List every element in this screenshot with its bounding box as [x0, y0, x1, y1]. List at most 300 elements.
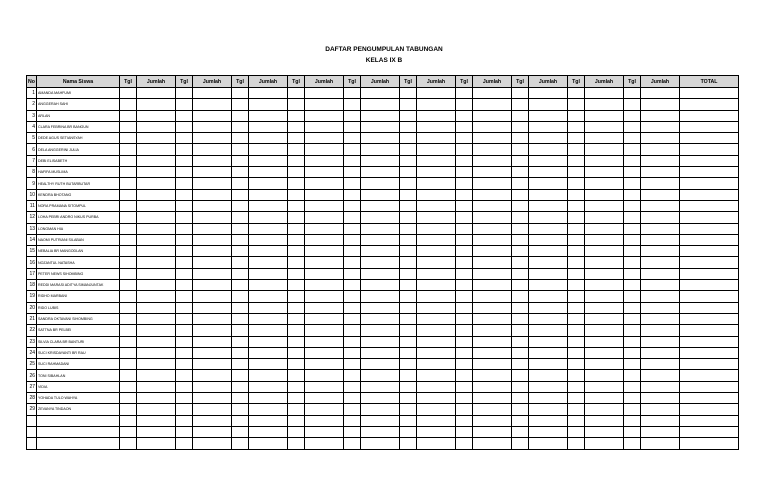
- amount-cell[interactable]: [305, 189, 344, 200]
- date-cell[interactable]: [624, 234, 641, 245]
- amount-cell[interactable]: [137, 268, 176, 279]
- date-cell[interactable]: [232, 99, 249, 110]
- amount-cell[interactable]: [473, 200, 512, 211]
- date-cell[interactable]: [232, 144, 249, 155]
- date-cell[interactable]: [456, 404, 473, 415]
- amount-cell[interactable]: [417, 144, 456, 155]
- date-cell[interactable]: [288, 167, 305, 178]
- date-cell[interactable]: [512, 200, 529, 211]
- date-cell[interactable]: [344, 234, 361, 245]
- amount-cell[interactable]: [585, 280, 624, 291]
- amount-cell[interactable]: [585, 155, 624, 166]
- date-cell[interactable]: [288, 336, 305, 347]
- date-cell[interactable]: [512, 234, 529, 245]
- date-cell[interactable]: [456, 189, 473, 200]
- amount-cell[interactable]: [249, 212, 288, 223]
- date-cell[interactable]: [400, 223, 417, 234]
- date-cell[interactable]: [120, 167, 137, 178]
- date-cell[interactable]: [456, 133, 473, 144]
- date-cell[interactable]: [120, 110, 137, 121]
- amount-cell[interactable]: [305, 291, 344, 302]
- date-cell[interactable]: [400, 189, 417, 200]
- date-cell[interactable]: [512, 223, 529, 234]
- date-cell[interactable]: [624, 426, 641, 437]
- total-cell[interactable]: [680, 415, 739, 426]
- date-cell[interactable]: [512, 426, 529, 437]
- date-cell[interactable]: [400, 99, 417, 110]
- date-cell[interactable]: [568, 110, 585, 121]
- date-cell[interactable]: [568, 133, 585, 144]
- date-cell[interactable]: [176, 336, 193, 347]
- date-cell[interactable]: [232, 110, 249, 121]
- date-cell[interactable]: [456, 88, 473, 99]
- date-cell[interactable]: [512, 370, 529, 381]
- amount-cell[interactable]: [473, 167, 512, 178]
- date-cell[interactable]: [176, 302, 193, 313]
- amount-cell[interactable]: [193, 121, 232, 132]
- date-cell[interactable]: [176, 88, 193, 99]
- amount-cell[interactable]: [529, 133, 568, 144]
- amount-cell[interactable]: [473, 144, 512, 155]
- date-cell[interactable]: [456, 257, 473, 268]
- date-cell[interactable]: [344, 189, 361, 200]
- date-cell[interactable]: [456, 370, 473, 381]
- date-cell[interactable]: [400, 178, 417, 189]
- amount-cell[interactable]: [473, 223, 512, 234]
- amount-cell[interactable]: [249, 223, 288, 234]
- date-cell[interactable]: [288, 189, 305, 200]
- amount-cell[interactable]: [473, 404, 512, 415]
- amount-cell[interactable]: [585, 347, 624, 358]
- date-cell[interactable]: [512, 336, 529, 347]
- amount-cell[interactable]: [305, 133, 344, 144]
- amount-cell[interactable]: [641, 99, 680, 110]
- total-cell[interactable]: [680, 313, 739, 324]
- date-cell[interactable]: [120, 234, 137, 245]
- date-cell[interactable]: [400, 302, 417, 313]
- amount-cell[interactable]: [193, 291, 232, 302]
- date-cell[interactable]: [624, 370, 641, 381]
- date-cell[interactable]: [400, 268, 417, 279]
- total-cell[interactable]: [680, 88, 739, 99]
- amount-cell[interactable]: [641, 347, 680, 358]
- total-cell[interactable]: [680, 257, 739, 268]
- date-cell[interactable]: [624, 438, 641, 449]
- date-cell[interactable]: [176, 257, 193, 268]
- date-cell[interactable]: [624, 302, 641, 313]
- date-cell[interactable]: [512, 291, 529, 302]
- amount-cell[interactable]: [641, 313, 680, 324]
- date-cell[interactable]: [624, 336, 641, 347]
- amount-cell[interactable]: [137, 178, 176, 189]
- date-cell[interactable]: [344, 325, 361, 336]
- date-cell[interactable]: [232, 189, 249, 200]
- amount-cell[interactable]: [305, 110, 344, 121]
- amount-cell[interactable]: [585, 133, 624, 144]
- amount-cell[interactable]: [361, 212, 400, 223]
- date-cell[interactable]: [624, 133, 641, 144]
- amount-cell[interactable]: [585, 381, 624, 392]
- amount-cell[interactable]: [641, 268, 680, 279]
- amount-cell[interactable]: [585, 313, 624, 324]
- amount-cell[interactable]: [585, 212, 624, 223]
- date-cell[interactable]: [232, 381, 249, 392]
- date-cell[interactable]: [120, 370, 137, 381]
- date-cell[interactable]: [120, 438, 137, 449]
- amount-cell[interactable]: [137, 167, 176, 178]
- amount-cell[interactable]: [193, 370, 232, 381]
- amount-cell[interactable]: [585, 302, 624, 313]
- date-cell[interactable]: [568, 144, 585, 155]
- amount-cell[interactable]: [585, 291, 624, 302]
- date-cell[interactable]: [120, 313, 137, 324]
- date-cell[interactable]: [288, 415, 305, 426]
- amount-cell[interactable]: [641, 302, 680, 313]
- amount-cell[interactable]: [417, 325, 456, 336]
- amount-cell[interactable]: [193, 133, 232, 144]
- date-cell[interactable]: [400, 234, 417, 245]
- date-cell[interactable]: [232, 336, 249, 347]
- amount-cell[interactable]: [529, 200, 568, 211]
- date-cell[interactable]: [288, 381, 305, 392]
- date-cell[interactable]: [344, 223, 361, 234]
- date-cell[interactable]: [400, 313, 417, 324]
- amount-cell[interactable]: [417, 88, 456, 99]
- date-cell[interactable]: [176, 246, 193, 257]
- date-cell[interactable]: [288, 325, 305, 336]
- date-cell[interactable]: [232, 347, 249, 358]
- date-cell[interactable]: [232, 426, 249, 437]
- date-cell[interactable]: [232, 370, 249, 381]
- date-cell[interactable]: [344, 200, 361, 211]
- total-cell[interactable]: [680, 336, 739, 347]
- amount-cell[interactable]: [641, 200, 680, 211]
- date-cell[interactable]: [456, 359, 473, 370]
- amount-cell[interactable]: [305, 212, 344, 223]
- date-cell[interactable]: [344, 110, 361, 121]
- date-cell[interactable]: [344, 144, 361, 155]
- date-cell[interactable]: [568, 99, 585, 110]
- amount-cell[interactable]: [249, 121, 288, 132]
- amount-cell[interactable]: [473, 291, 512, 302]
- amount-cell[interactable]: [529, 370, 568, 381]
- amount-cell[interactable]: [417, 280, 456, 291]
- amount-cell[interactable]: [361, 133, 400, 144]
- total-cell[interactable]: [680, 99, 739, 110]
- date-cell[interactable]: [512, 359, 529, 370]
- amount-cell[interactable]: [473, 347, 512, 358]
- date-cell[interactable]: [568, 381, 585, 392]
- amount-cell[interactable]: [137, 370, 176, 381]
- amount-cell[interactable]: [249, 291, 288, 302]
- date-cell[interactable]: [176, 200, 193, 211]
- date-cell[interactable]: [120, 415, 137, 426]
- amount-cell[interactable]: [473, 257, 512, 268]
- amount-cell[interactable]: [361, 426, 400, 437]
- amount-cell[interactable]: [473, 280, 512, 291]
- date-cell[interactable]: [456, 200, 473, 211]
- amount-cell[interactable]: [473, 268, 512, 279]
- date-cell[interactable]: [456, 302, 473, 313]
- amount-cell[interactable]: [417, 370, 456, 381]
- date-cell[interactable]: [344, 313, 361, 324]
- amount-cell[interactable]: [529, 178, 568, 189]
- amount-cell[interactable]: [137, 426, 176, 437]
- date-cell[interactable]: [176, 381, 193, 392]
- amount-cell[interactable]: [473, 121, 512, 132]
- amount-cell[interactable]: [361, 88, 400, 99]
- amount-cell[interactable]: [473, 381, 512, 392]
- amount-cell[interactable]: [361, 438, 400, 449]
- amount-cell[interactable]: [361, 302, 400, 313]
- date-cell[interactable]: [624, 110, 641, 121]
- amount-cell[interactable]: [249, 438, 288, 449]
- amount-cell[interactable]: [249, 381, 288, 392]
- date-cell[interactable]: [568, 268, 585, 279]
- date-cell[interactable]: [232, 268, 249, 279]
- date-cell[interactable]: [568, 223, 585, 234]
- amount-cell[interactable]: [417, 393, 456, 404]
- total-cell[interactable]: [680, 438, 739, 449]
- date-cell[interactable]: [288, 121, 305, 132]
- amount-cell[interactable]: [249, 415, 288, 426]
- amount-cell[interactable]: [529, 426, 568, 437]
- amount-cell[interactable]: [473, 178, 512, 189]
- amount-cell[interactable]: [305, 246, 344, 257]
- date-cell[interactable]: [344, 302, 361, 313]
- amount-cell[interactable]: [529, 347, 568, 358]
- date-cell[interactable]: [568, 121, 585, 132]
- amount-cell[interactable]: [473, 189, 512, 200]
- amount-cell[interactable]: [137, 404, 176, 415]
- date-cell[interactable]: [288, 280, 305, 291]
- amount-cell[interactable]: [473, 212, 512, 223]
- date-cell[interactable]: [568, 347, 585, 358]
- total-cell[interactable]: [680, 234, 739, 245]
- date-cell[interactable]: [568, 167, 585, 178]
- total-cell[interactable]: [680, 291, 739, 302]
- amount-cell[interactable]: [417, 268, 456, 279]
- date-cell[interactable]: [344, 99, 361, 110]
- date-cell[interactable]: [568, 325, 585, 336]
- total-cell[interactable]: [680, 223, 739, 234]
- date-cell[interactable]: [568, 246, 585, 257]
- amount-cell[interactable]: [361, 415, 400, 426]
- amount-cell[interactable]: [473, 325, 512, 336]
- date-cell[interactable]: [456, 121, 473, 132]
- amount-cell[interactable]: [417, 426, 456, 437]
- amount-cell[interactable]: [529, 121, 568, 132]
- amount-cell[interactable]: [641, 404, 680, 415]
- date-cell[interactable]: [400, 347, 417, 358]
- date-cell[interactable]: [568, 234, 585, 245]
- amount-cell[interactable]: [473, 110, 512, 121]
- amount-cell[interactable]: [249, 234, 288, 245]
- date-cell[interactable]: [176, 438, 193, 449]
- amount-cell[interactable]: [361, 280, 400, 291]
- amount-cell[interactable]: [305, 257, 344, 268]
- amount-cell[interactable]: [585, 393, 624, 404]
- date-cell[interactable]: [400, 359, 417, 370]
- amount-cell[interactable]: [249, 246, 288, 257]
- date-cell[interactable]: [120, 88, 137, 99]
- amount-cell[interactable]: [137, 223, 176, 234]
- date-cell[interactable]: [120, 246, 137, 257]
- amount-cell[interactable]: [417, 381, 456, 392]
- amount-cell[interactable]: [193, 257, 232, 268]
- date-cell[interactable]: [624, 313, 641, 324]
- amount-cell[interactable]: [305, 404, 344, 415]
- amount-cell[interactable]: [305, 370, 344, 381]
- amount-cell[interactable]: [361, 121, 400, 132]
- total-cell[interactable]: [680, 347, 739, 358]
- amount-cell[interactable]: [473, 336, 512, 347]
- amount-cell[interactable]: [585, 144, 624, 155]
- amount-cell[interactable]: [641, 133, 680, 144]
- date-cell[interactable]: [344, 280, 361, 291]
- amount-cell[interactable]: [529, 313, 568, 324]
- amount-cell[interactable]: [249, 257, 288, 268]
- amount-cell[interactable]: [529, 155, 568, 166]
- total-cell[interactable]: [680, 302, 739, 313]
- date-cell[interactable]: [344, 121, 361, 132]
- date-cell[interactable]: [176, 110, 193, 121]
- amount-cell[interactable]: [305, 99, 344, 110]
- amount-cell[interactable]: [417, 234, 456, 245]
- amount-cell[interactable]: [249, 426, 288, 437]
- amount-cell[interactable]: [361, 167, 400, 178]
- amount-cell[interactable]: [641, 257, 680, 268]
- amount-cell[interactable]: [249, 359, 288, 370]
- amount-cell[interactable]: [193, 393, 232, 404]
- amount-cell[interactable]: [417, 133, 456, 144]
- amount-cell[interactable]: [305, 426, 344, 437]
- date-cell[interactable]: [288, 110, 305, 121]
- date-cell[interactable]: [568, 280, 585, 291]
- amount-cell[interactable]: [193, 313, 232, 324]
- amount-cell[interactable]: [585, 88, 624, 99]
- amount-cell[interactable]: [193, 200, 232, 211]
- amount-cell[interactable]: [641, 280, 680, 291]
- date-cell[interactable]: [120, 268, 137, 279]
- date-cell[interactable]: [624, 325, 641, 336]
- date-cell[interactable]: [120, 426, 137, 437]
- amount-cell[interactable]: [305, 167, 344, 178]
- date-cell[interactable]: [512, 121, 529, 132]
- amount-cell[interactable]: [585, 415, 624, 426]
- date-cell[interactable]: [232, 133, 249, 144]
- date-cell[interactable]: [456, 99, 473, 110]
- amount-cell[interactable]: [137, 359, 176, 370]
- amount-cell[interactable]: [137, 88, 176, 99]
- date-cell[interactable]: [624, 415, 641, 426]
- amount-cell[interactable]: [417, 212, 456, 223]
- date-cell[interactable]: [344, 426, 361, 437]
- total-cell[interactable]: [680, 325, 739, 336]
- amount-cell[interactable]: [473, 133, 512, 144]
- amount-cell[interactable]: [305, 302, 344, 313]
- date-cell[interactable]: [568, 393, 585, 404]
- date-cell[interactable]: [176, 133, 193, 144]
- date-cell[interactable]: [176, 359, 193, 370]
- date-cell[interactable]: [568, 291, 585, 302]
- date-cell[interactable]: [624, 268, 641, 279]
- date-cell[interactable]: [232, 291, 249, 302]
- date-cell[interactable]: [176, 370, 193, 381]
- date-cell[interactable]: [344, 404, 361, 415]
- amount-cell[interactable]: [249, 336, 288, 347]
- date-cell[interactable]: [456, 325, 473, 336]
- date-cell[interactable]: [288, 223, 305, 234]
- amount-cell[interactable]: [641, 370, 680, 381]
- date-cell[interactable]: [512, 110, 529, 121]
- amount-cell[interactable]: [249, 280, 288, 291]
- amount-cell[interactable]: [529, 246, 568, 257]
- amount-cell[interactable]: [417, 359, 456, 370]
- amount-cell[interactable]: [193, 155, 232, 166]
- amount-cell[interactable]: [585, 246, 624, 257]
- date-cell[interactable]: [120, 223, 137, 234]
- amount-cell[interactable]: [585, 336, 624, 347]
- amount-cell[interactable]: [305, 88, 344, 99]
- amount-cell[interactable]: [585, 234, 624, 245]
- amount-cell[interactable]: [305, 155, 344, 166]
- amount-cell[interactable]: [585, 121, 624, 132]
- amount-cell[interactable]: [417, 438, 456, 449]
- date-cell[interactable]: [120, 325, 137, 336]
- date-cell[interactable]: [344, 246, 361, 257]
- date-cell[interactable]: [568, 189, 585, 200]
- amount-cell[interactable]: [585, 99, 624, 110]
- amount-cell[interactable]: [585, 359, 624, 370]
- date-cell[interactable]: [288, 178, 305, 189]
- date-cell[interactable]: [344, 268, 361, 279]
- date-cell[interactable]: [232, 223, 249, 234]
- date-cell[interactable]: [456, 280, 473, 291]
- amount-cell[interactable]: [137, 325, 176, 336]
- amount-cell[interactable]: [529, 167, 568, 178]
- amount-cell[interactable]: [193, 178, 232, 189]
- date-cell[interactable]: [456, 110, 473, 121]
- date-cell[interactable]: [120, 291, 137, 302]
- amount-cell[interactable]: [585, 178, 624, 189]
- date-cell[interactable]: [456, 415, 473, 426]
- date-cell[interactable]: [232, 313, 249, 324]
- amount-cell[interactable]: [361, 381, 400, 392]
- amount-cell[interactable]: [529, 336, 568, 347]
- amount-cell[interactable]: [193, 246, 232, 257]
- amount-cell[interactable]: [249, 110, 288, 121]
- date-cell[interactable]: [232, 246, 249, 257]
- date-cell[interactable]: [288, 404, 305, 415]
- amount-cell[interactable]: [473, 246, 512, 257]
- date-cell[interactable]: [232, 212, 249, 223]
- amount-cell[interactable]: [137, 347, 176, 358]
- date-cell[interactable]: [624, 393, 641, 404]
- date-cell[interactable]: [120, 404, 137, 415]
- amount-cell[interactable]: [137, 257, 176, 268]
- date-cell[interactable]: [624, 246, 641, 257]
- total-cell[interactable]: [680, 167, 739, 178]
- date-cell[interactable]: [512, 280, 529, 291]
- date-cell[interactable]: [176, 313, 193, 324]
- amount-cell[interactable]: [473, 415, 512, 426]
- date-cell[interactable]: [400, 393, 417, 404]
- date-cell[interactable]: [400, 426, 417, 437]
- amount-cell[interactable]: [137, 280, 176, 291]
- date-cell[interactable]: [120, 212, 137, 223]
- amount-cell[interactable]: [585, 404, 624, 415]
